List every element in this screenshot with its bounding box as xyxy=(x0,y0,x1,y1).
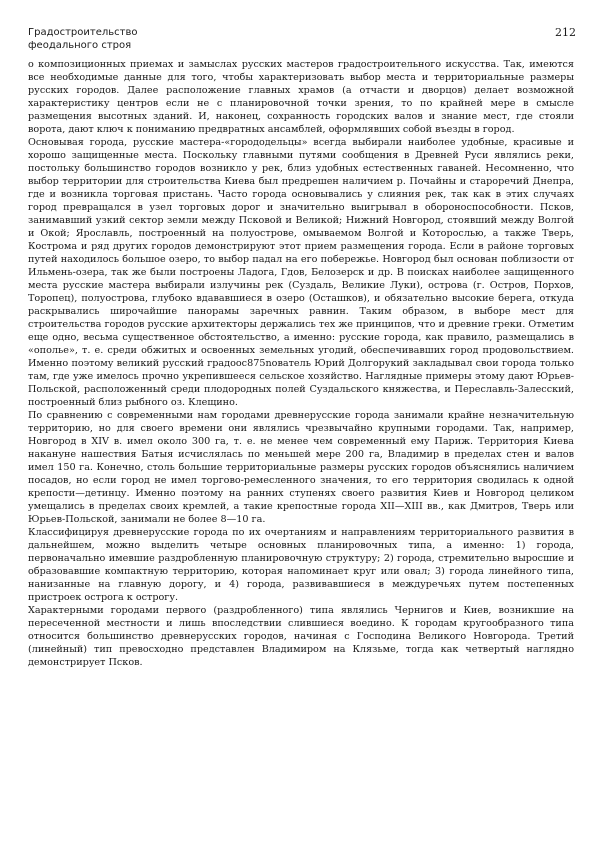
page-header xyxy=(28,26,576,56)
running-title-line-2: феодального строя xyxy=(28,40,132,51)
paragraph-3: По сравнению с современными нам городами древнерусские города занимали крайне незначительную территорию, но для своего времени они являлись чрезвычайно крупными городами. Так, например, Новгород в XIV в. имел около 300 га, т. е. не менее чем современный ему Париж. Территория Киева накануне нашествия Батыя исчислялась по меньшей мере 200 га, Владимир в пределах стен и валов имел 150 га. Конечно, столь большие территориальные размеры русских городов объяснялись наличием посадов, но если город не имел торгово-ремесленного значения, то его территория сводилась к одной крепости—детинцу. Именно поэтому на ранних ступенях своего развития Киев и Новгород целиком умещались в пределах своих кремлей, а такие крепостные города XII—XIII вв., как Дмитров, Тверь или Юрьев-Польской, занимали не более 8—10 га. xyxy=(28,410,574,525)
running-title-line-1: Градостроительство xyxy=(28,27,138,38)
body-text xyxy=(28,58,574,669)
running-title xyxy=(28,26,138,52)
paragraph-2: Основывая города, русские мастера-«горододельцы» всегда выбирали наиболее удобные, красивые и хорошо защищенные места. Поскольку главными путями сообщения в Древней Руси являлись реки, постольку большинство городов возникло у рек, близ удобных естественных гаваней. Несомненно, что выбор территории для строительства Киева был предрешен наличием р. Почайны и староречий Днепра, где и возникла торговая пристань. Часто города основывались у слияния рек, так как в этих случаях город превращался в узел торговых дорог и значительно выигрывал в обороноспособности. Псков, занимавший узкий сектор земли между Псковой и Великой; Нижний Новгород, стоявший между Волгой и Окой; Ярославль, построенный на полуострове, омываемом Волгой и Которослью, а также Тверь, Кострома и ряд других городов демонстрируют этот прием размещения города. Если в районе торговых путей находилось большое озеро, то выбор падал на его побережье. Новгород был основан поблизости от Ильмень-озера, так же были построены Ладога, Гдов, Белозерск и др. В поисках наиболее защищенного места русские мастера выбирали излучины рек (Суздаль, Великие Луки), острова (г. Остров, Порхов, Торопец), полуострова, глубоко вдававшиеся в озеро (Осташков), и обязательно высокие берега, откуда раскрывались широчайшие панорамы заречных равнин. Таким образом, в выборе мест для строительства городов русские архитекторы держались тех же принципов, что и древние греки. Отметим еще одно, весьма существенное обстоятельство, а именно: русские города, как правило, размещались в «ополье», т. е. среди обжитых и освоенных земельных угодий, обеспечивавших город продовольствием. Именно поэтому великий русский градоос875nователь Юрий Долгорукий закладывал свои города только там, где уже имелось прочно укрепившееся сельское хозяйство. Наглядные примеры этому дают Юрьев-Польской, расположенный среди плодородных полей Суздальского княжества, и Переславль-Залесский, построенный близ рыбного оз. Клещино. xyxy=(28,137,574,408)
paragraph-1: о композиционных приемах и замыслах русских мастеров градостроительного искусства. Так, имеются все необходимые данные для того, чтобы характеризовать выбор места и территориальные размеры русских городов. Далее расположение главных храмов (а отчасти и дворцов) делает возможной характеристику центров если не с планировочной точки зрения, то по крайней мере в смысле размещения высотных зданий. И, наконец, сохранность городских валов и знание мест, где стояли ворота, дают ключ к пониманию предвратных ансамблей, оформлявших собой въезды в город. xyxy=(28,59,574,135)
paragraph-5: Характерными городами первого (раздробленного) типа являлись Чернигов и Киев, возникшие на пересеченной местности и лишь впоследствии слившиеся воедино. К городам кругообразного типа относится большинство древнерусских городов, начиная с Господина Великого Новгорода. Третий (линейный) тип превосходно представлен Владимиром на Клязьме, тогда как четвертый наглядно демонстрирует Псков. xyxy=(28,605,574,668)
paragraph-4: Классифицируя древнерусские города по их очертаниям и направлениям территориального развития в дальнейшем, можно выделить четыре основных планировочных типа, а именно: 1) города, первоначально имевшие раздробленную планировочную структуру; 2) города, стремительно выросшие и образовавшие компактную территорию, которая напоминает круг или овал; 3) города линейного типа, нанизанные на главную дорогу, и 4) города, развивавшиеся в междуречьях путем постепенных пристроек острога к острогу. xyxy=(28,527,574,603)
page-number: 212 xyxy=(555,26,576,39)
